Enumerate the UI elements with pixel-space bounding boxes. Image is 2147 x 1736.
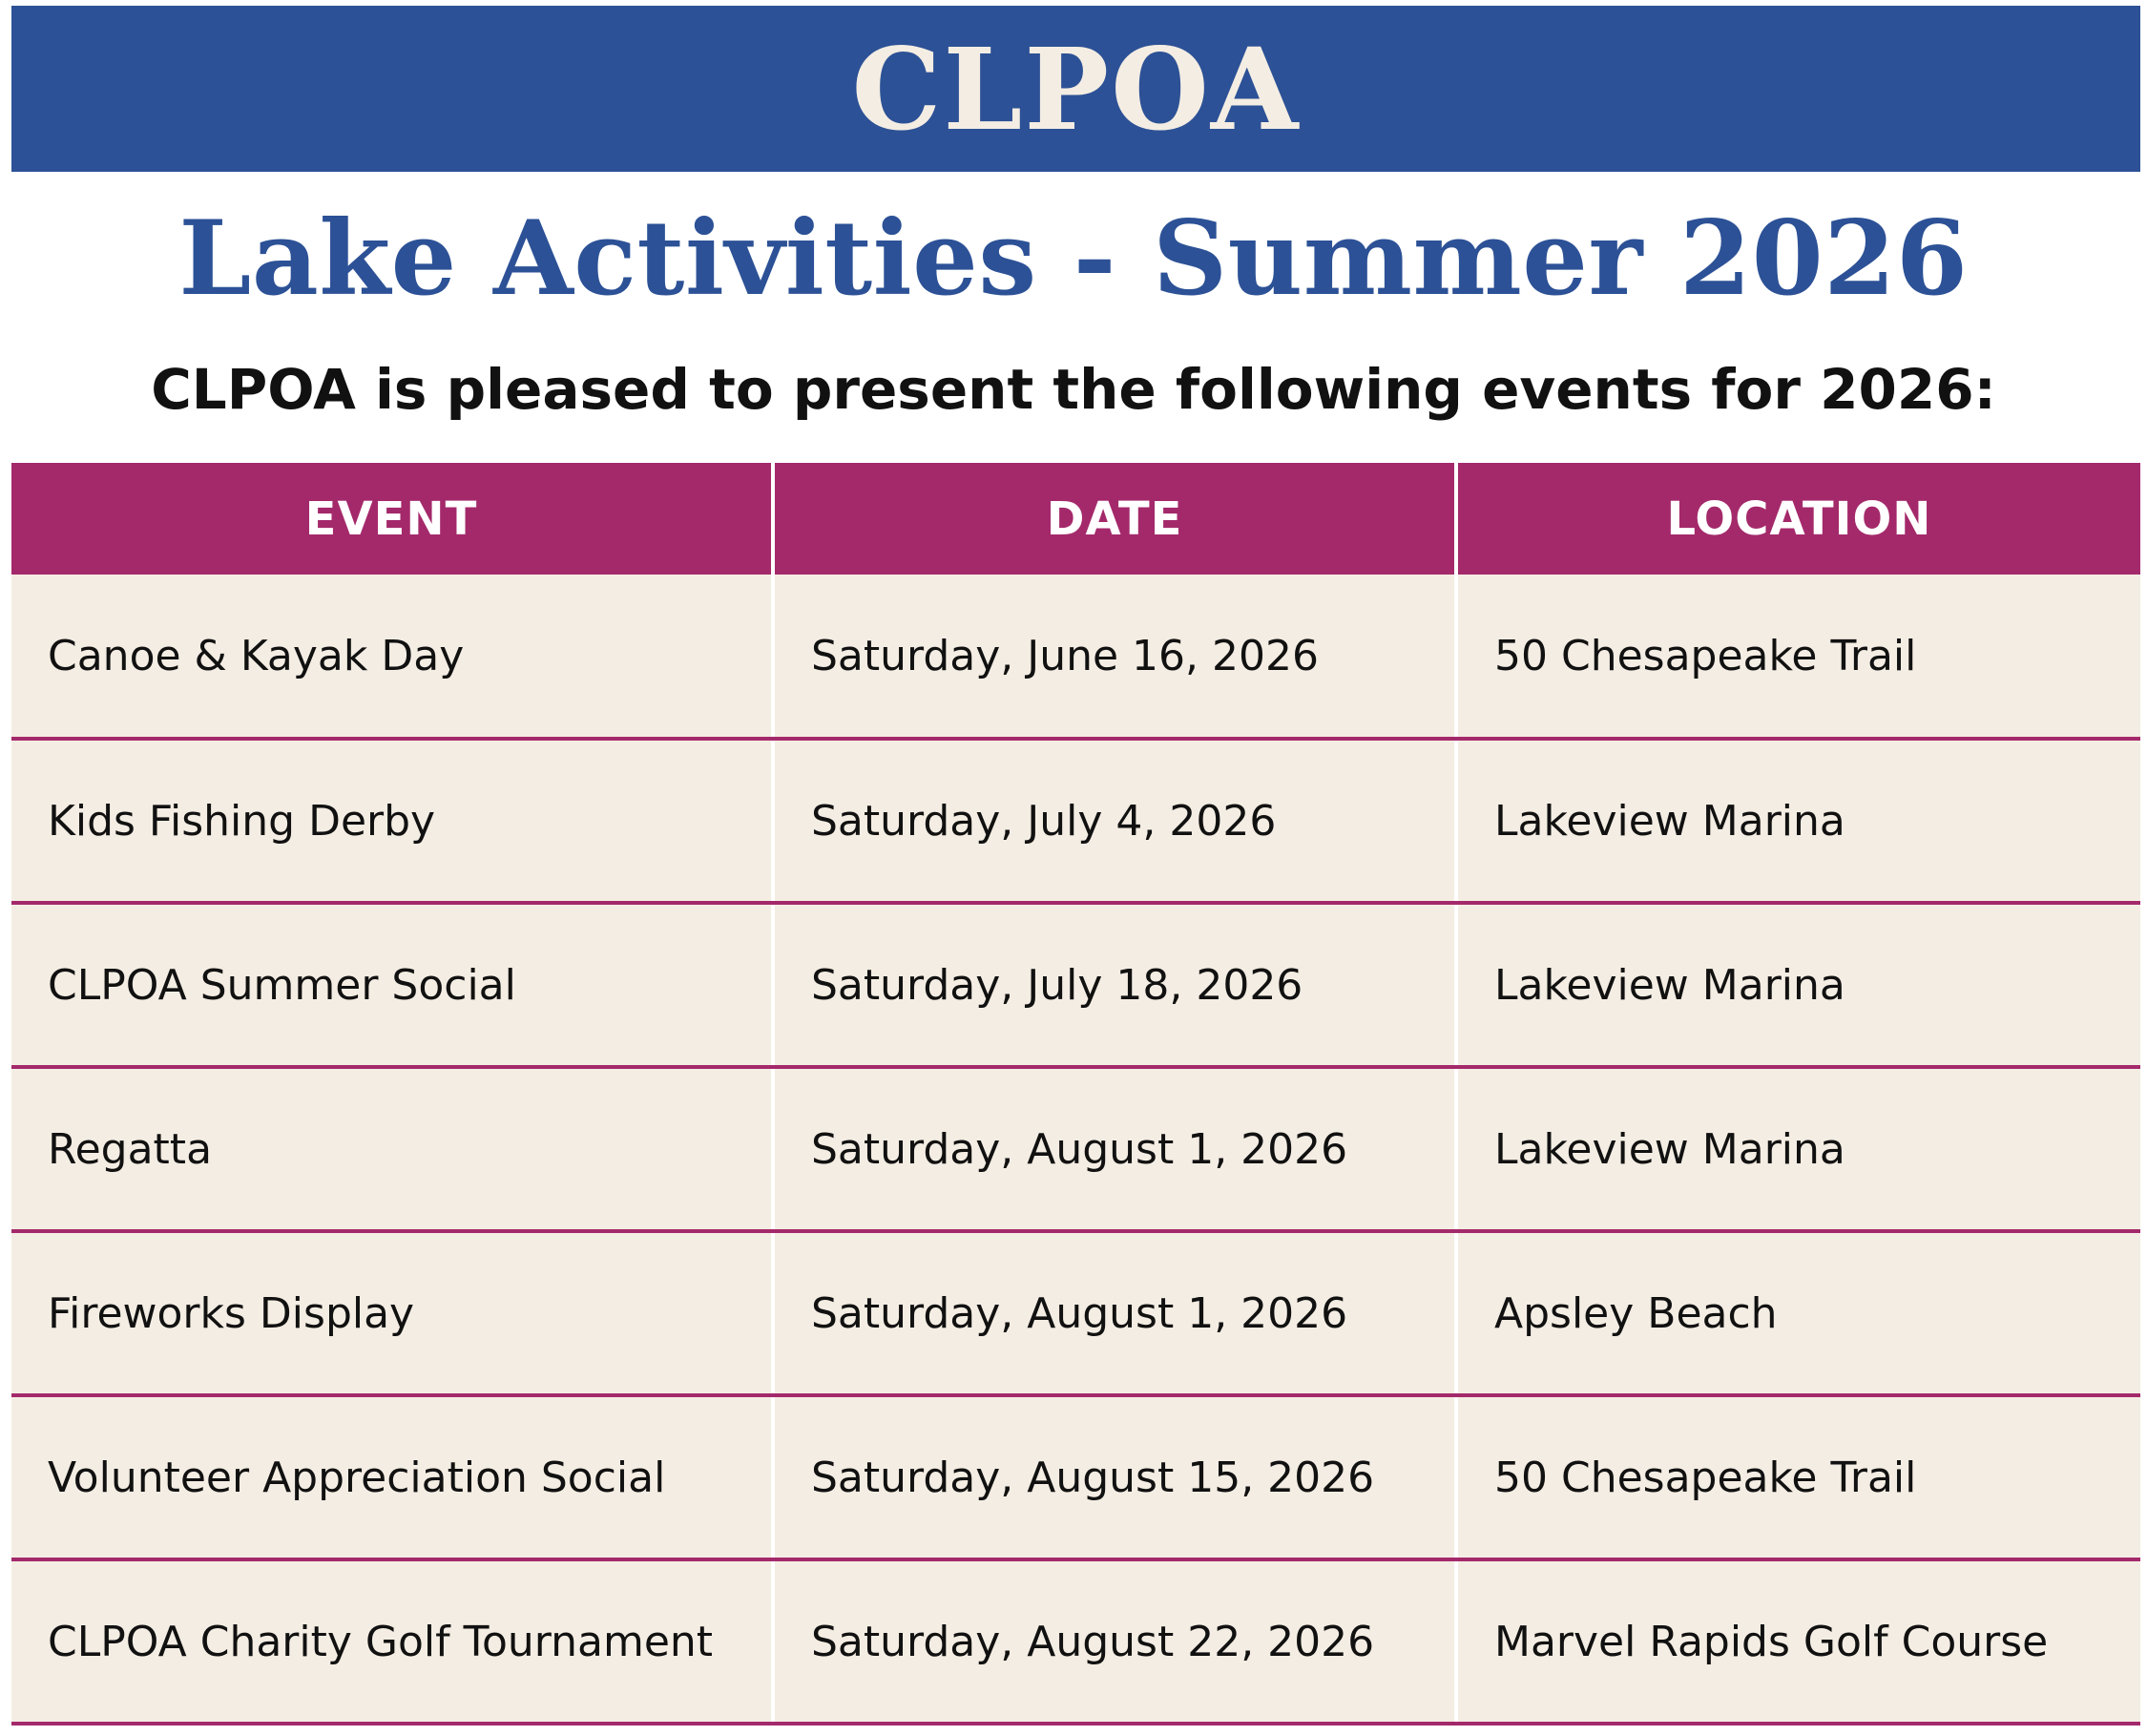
table-row bbox=[11, 1231, 2140, 1395]
table-row bbox=[11, 575, 2140, 739]
location-cell: Lakeview Marina bbox=[1456, 739, 2140, 903]
page-subtitle: CLPOA is pleased to present the following events for 2026: bbox=[151, 357, 1996, 422]
table-row bbox=[11, 1395, 2140, 1559]
event-cell: Kids Fishing Derby bbox=[11, 739, 773, 903]
column-header-location: LOCATION bbox=[1456, 463, 2140, 575]
header-banner bbox=[11, 6, 2140, 172]
page-title: Lake Activities - Summer 2026 bbox=[178, 199, 1969, 319]
date-cell: Saturday, August 1, 2026 bbox=[773, 1067, 1456, 1231]
location-cell: 50 Chesapeake Trail bbox=[1456, 575, 2140, 739]
event-cell: Canoe & Kayak Day bbox=[11, 575, 773, 739]
location-cell: 50 Chesapeake Trail bbox=[1456, 1395, 2140, 1559]
date-cell: Saturday, August 22, 2026 bbox=[773, 1559, 1456, 1724]
table-row bbox=[11, 739, 2140, 903]
event-cell: Fireworks Display bbox=[11, 1231, 773, 1395]
event-cell: Regatta bbox=[11, 1067, 773, 1231]
event-cell: CLPOA Charity Golf Tournament bbox=[11, 1559, 773, 1724]
column-header-event: EVENT bbox=[11, 463, 773, 575]
table-row bbox=[11, 1559, 2140, 1724]
table-row bbox=[11, 1067, 2140, 1231]
location-cell: Marvel Rapids Golf Course bbox=[1456, 1559, 2140, 1724]
location-cell: Lakeview Marina bbox=[1456, 903, 2140, 1067]
date-cell: Saturday, July 4, 2026 bbox=[773, 739, 1456, 903]
column-header-date: DATE bbox=[773, 463, 1456, 575]
date-cell: Saturday, August 15, 2026 bbox=[773, 1395, 1456, 1559]
table-row bbox=[11, 903, 2140, 1067]
date-cell: Saturday, June 16, 2026 bbox=[773, 575, 1456, 739]
location-cell: Apsley Beach bbox=[1456, 1231, 2140, 1395]
table-header-row bbox=[11, 463, 2140, 575]
banner-title: CLPOA bbox=[851, 22, 1301, 156]
location-cell: Lakeview Marina bbox=[1456, 1067, 2140, 1231]
date-cell: Saturday, July 18, 2026 bbox=[773, 903, 1456, 1067]
date-cell: Saturday, August 1, 2026 bbox=[773, 1231, 1456, 1395]
events-table bbox=[11, 463, 2140, 1726]
event-cell: Volunteer Appreciation Social bbox=[11, 1395, 773, 1559]
event-cell: CLPOA Summer Social bbox=[11, 903, 773, 1067]
